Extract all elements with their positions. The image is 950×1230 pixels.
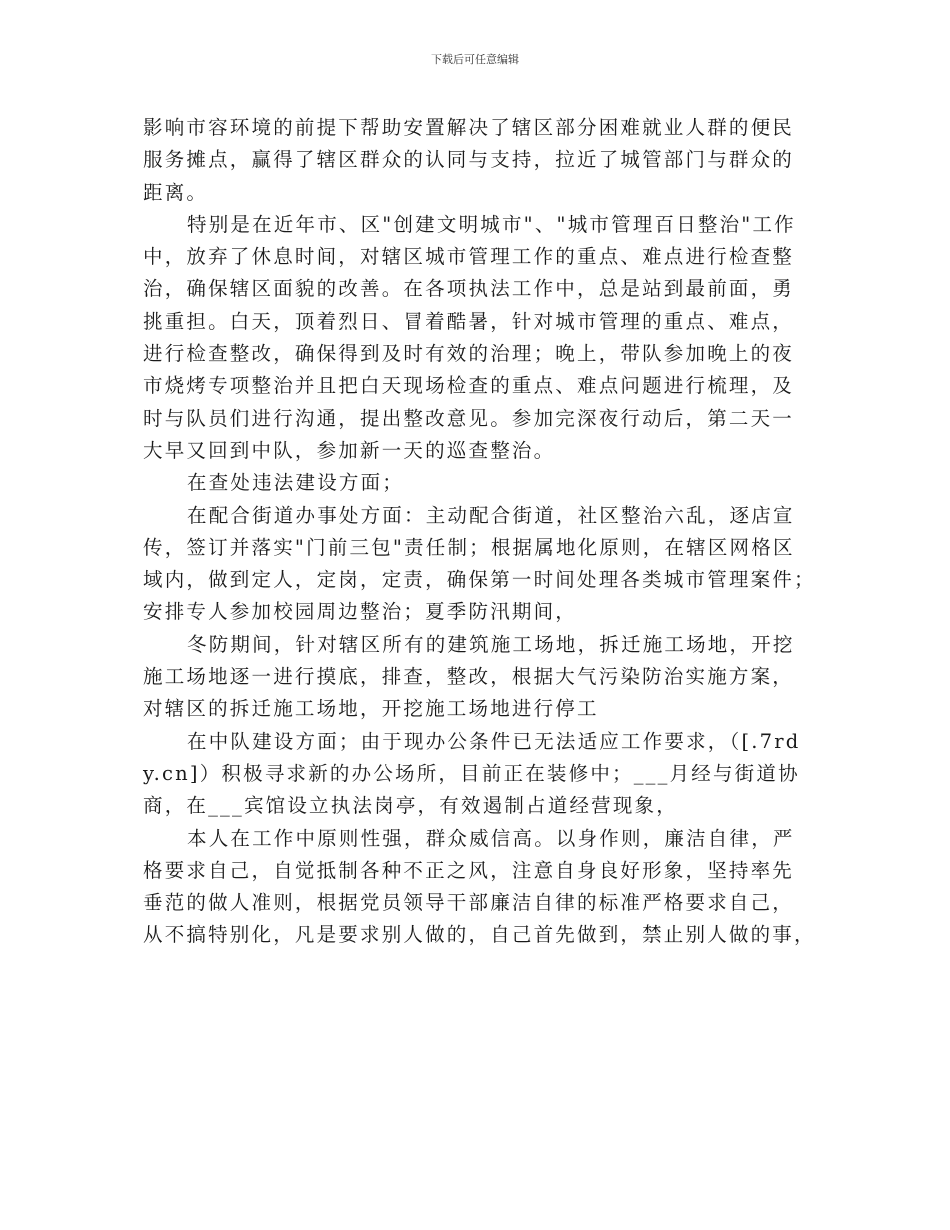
text-line: 商，在___宾馆设立执法岗亭，有效遏制占道经营现象， — [143, 794, 678, 818]
text-line: 在配合街道办事处方面：主动配合街道，社区整治六乱，逐店宣 — [187, 503, 795, 527]
text-line: 中，放弃了休息时间，对辖区城市管理工作的重点、难点进行检查整 — [143, 245, 795, 269]
paragraph — [143, 209, 833, 467]
text-line: y.cn]）积极寻求新的办公场所，目前正在装修中；___月经与街道协 — [143, 761, 800, 785]
text-line: 治，确保辖区面貌的改善。在各项执法工作中，总是站到最前面，勇 — [143, 277, 795, 301]
text-line: 垂范的做人准则，根据党员领导干部廉洁自律的标准严格要求自己， — [143, 891, 795, 915]
paragraph — [143, 112, 833, 209]
text-line: 从不搞特别化，凡是要求别人做的，自己首先做到，禁止别人做的事， — [143, 923, 816, 947]
text-line: 本人在工作中原则性强，群众威信高。以身作则，廉洁自律，严 — [187, 826, 795, 850]
paragraph — [143, 467, 833, 499]
paragraph — [143, 500, 833, 629]
paragraph — [143, 629, 833, 726]
page-header: 下载后可任意编辑 — [431, 53, 519, 66]
text-line: 时与队员们进行沟通，提出整改意见。参加完深夜行动后，第二天一 — [143, 406, 795, 430]
text-line: 施工场地逐一进行摸底，排查，整改，根据大气污染防治实施方案， — [143, 665, 795, 689]
text-line: 冬防期间，针对辖区所有的建筑施工场地，拆迁施工场地，开挖 — [187, 632, 795, 656]
text-line: 格要求自己，自觉抵制各种不正之风，注意自身良好形象，坚持率先 — [143, 858, 795, 882]
text-line: 传，签订并落实"门前三包"责任制；根据属地化原则，在辖区网格区 — [143, 535, 795, 559]
paragraph — [143, 726, 833, 823]
paragraph — [143, 823, 833, 952]
text-line: 距离。 — [143, 180, 209, 204]
document-body — [143, 112, 833, 952]
text-line: 挑重担。白天，顶着烈日、冒着酷暑，针对城市管理的重点、难点， — [143, 309, 795, 333]
text-line: 进行检查整改，确保得到及时有效的治理；晚上，带队参加晚上的夜 — [143, 342, 795, 366]
text-line: 域内，做到定人，定岗，定责，确保第一时间处理各类城市管理案件； — [143, 568, 816, 592]
text-line: 大早又回到中队，参加新一天的巡查整治。 — [143, 438, 556, 462]
text-line: 特别是在近年市、区"创建文明城市"、"城市管理百日整治"工作 — [187, 212, 796, 236]
text-line: 服务摊点，赢得了辖区群众的认同与支持，拉近了城管部门与群众的 — [143, 148, 795, 172]
text-line: 对辖区的拆迁施工场地，开挖施工场地进行停工 — [143, 697, 599, 721]
text-line: 安排专人参加校园周边整治；夏季防汛期间， — [143, 600, 578, 624]
text-line: 在中队建设方面；由于现办公条件已无法适应工作要求，（[.7rd — [187, 729, 801, 753]
text-line: 影响市容环境的前提下帮助安置解决了辖区部分困难就业人群的便民 — [143, 116, 795, 139]
text-line: 市烧烤专项整治并且把白天现场检查的重点、难点问题进行梳理，及 — [143, 374, 795, 398]
text-line: 在查处违法建设方面； — [187, 471, 405, 495]
